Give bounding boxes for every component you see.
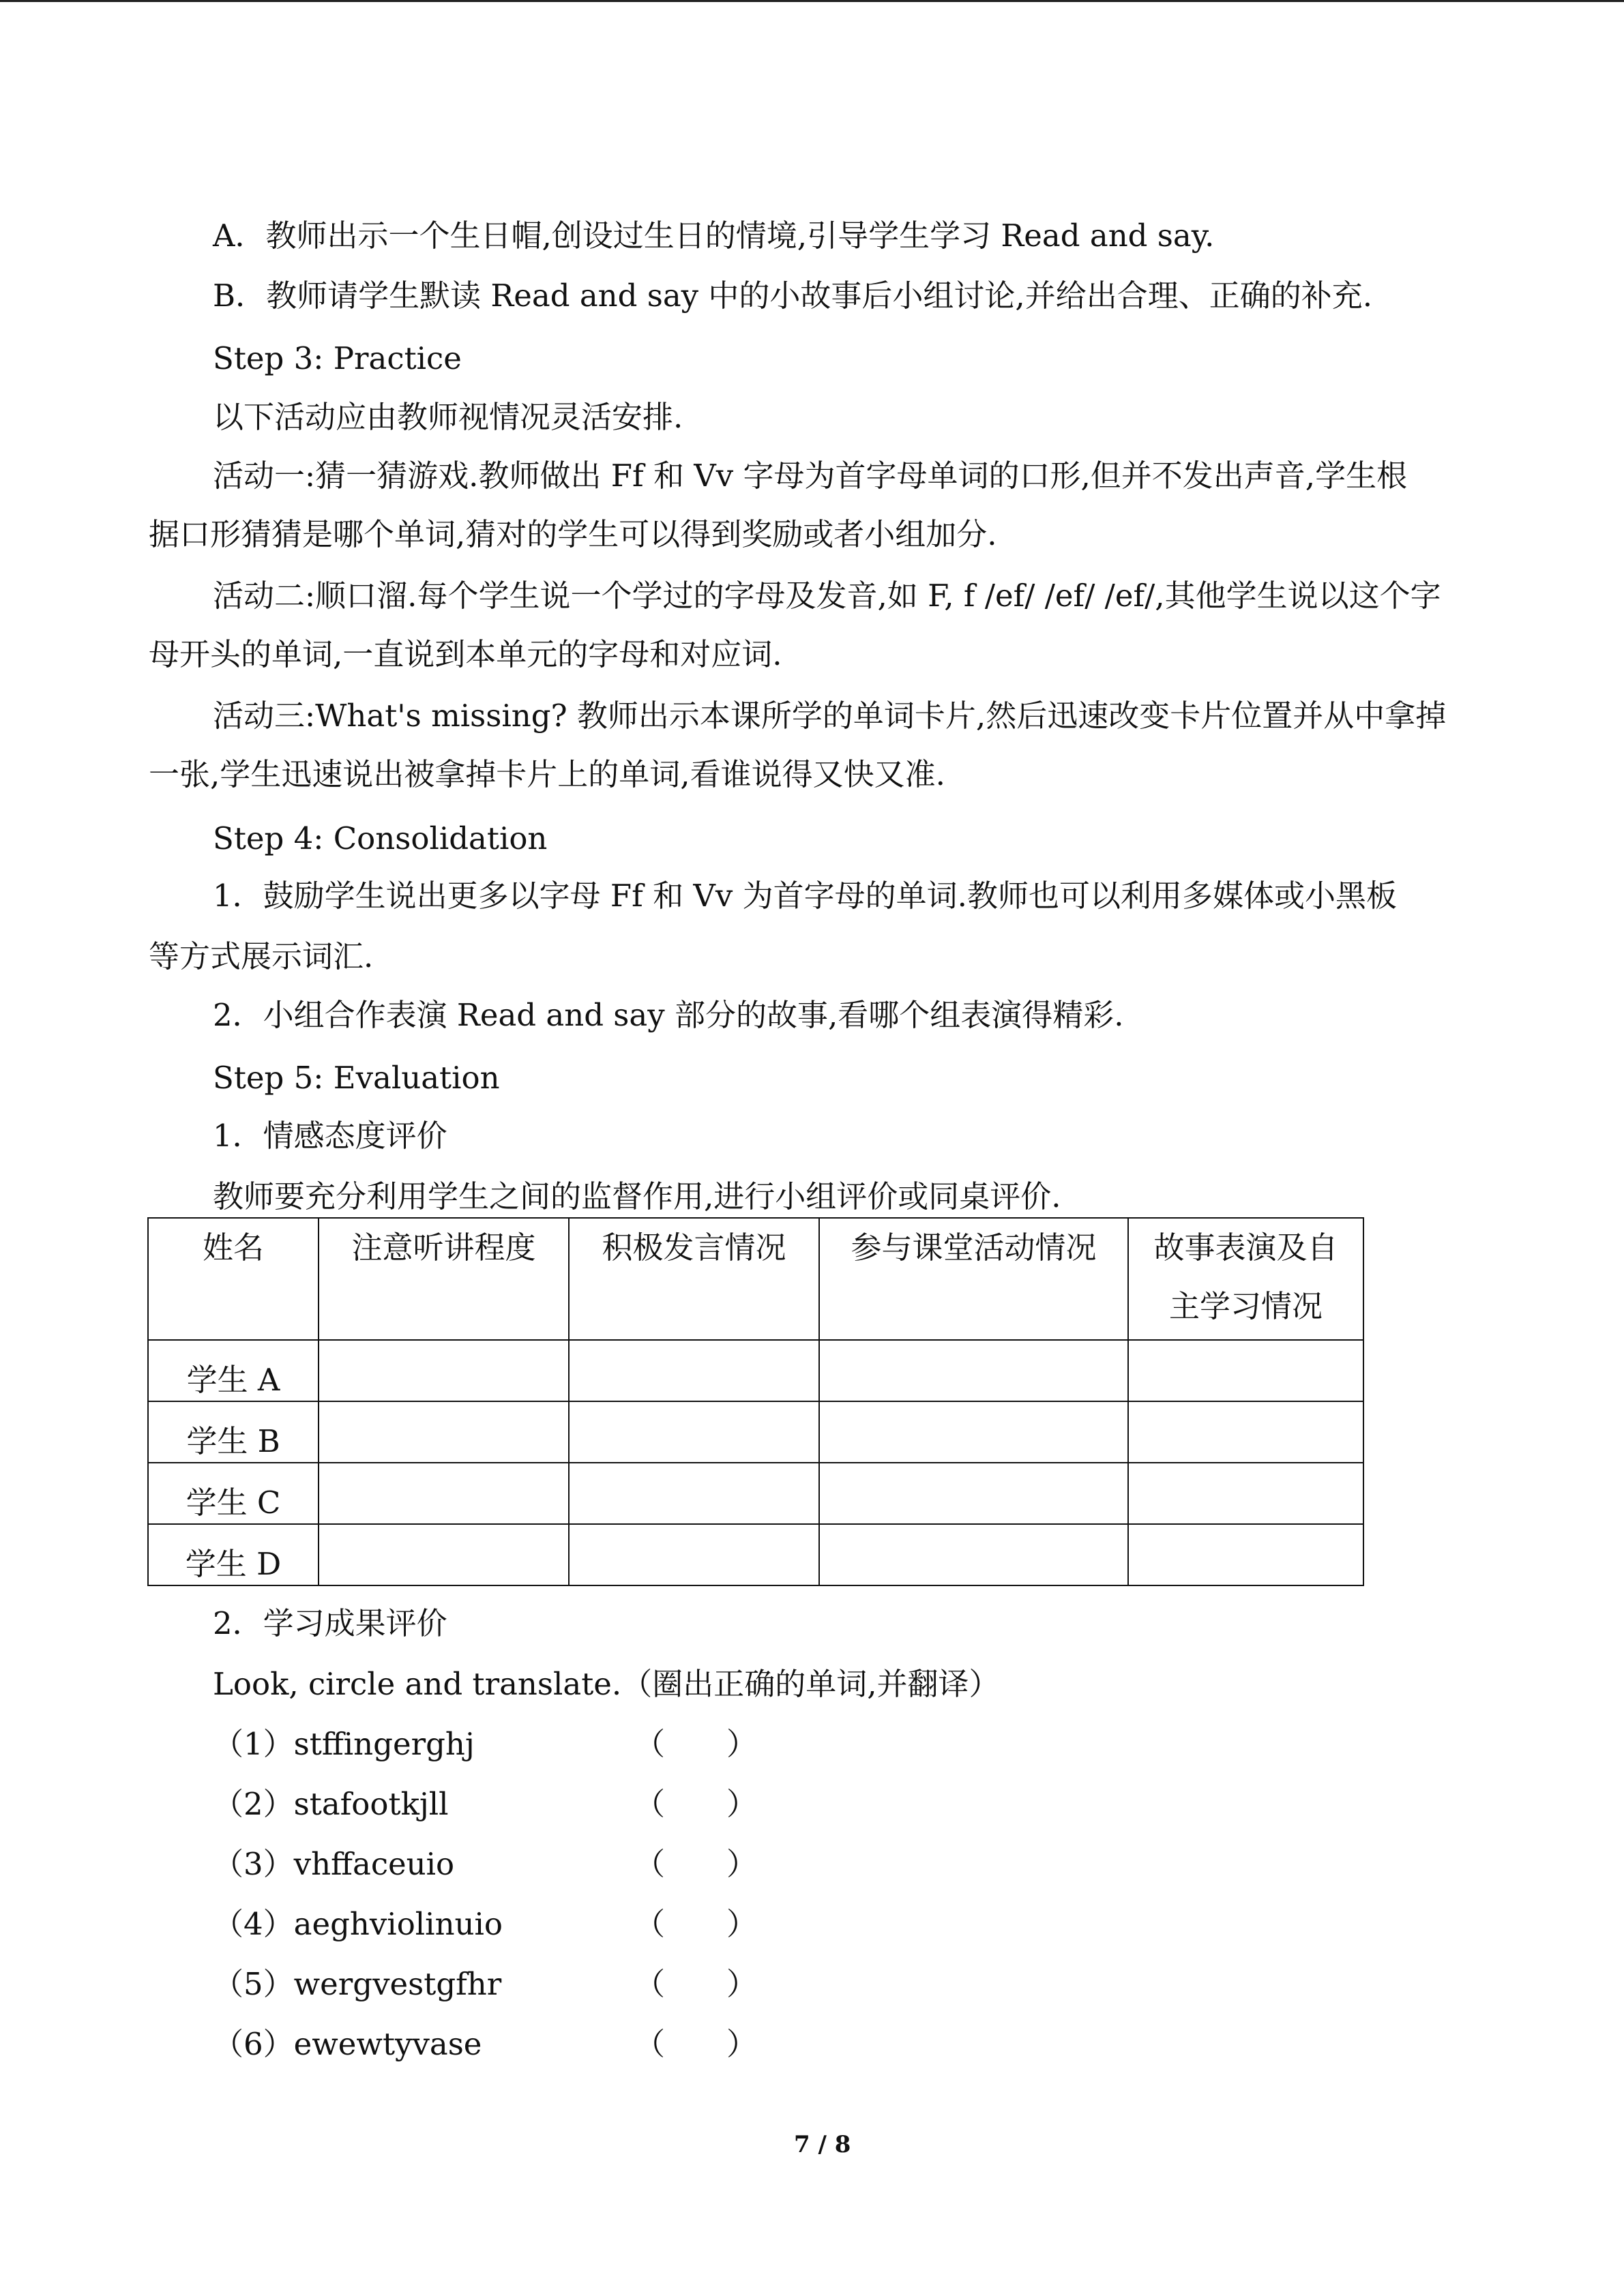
header-participation: 参与课堂活动情况 [819,1218,1128,1340]
practice-intro: 以下活动应由教师视情况灵活安排. [213,399,683,435]
exercise-word: vhffaceuio [293,1846,455,1882]
exercise-item [213,1784,449,1825]
activity1-line1: 活动一:猜一猜游戏.教师做出 Ff 和 Vv 字母为首字母单词的口形,但并不发出声音,学生根 [213,458,1408,494]
step4-heading: Step 4: Consolidation [213,820,548,856]
table-cell [319,1401,569,1463]
table-cell [819,1340,1128,1401]
table-cell [319,1524,569,1585]
table-row [148,1340,1363,1401]
table-cell [1128,1401,1363,1463]
table-cell [569,1401,819,1463]
consolidation-2: 2．小组合作表演 Read and say 部分的故事,看哪个组表演得精彩. [213,997,1124,1033]
table-cell [1128,1524,1363,1585]
activity3-line2: 一张,学生迅速说出被拿掉卡片上的单词,看谁说得又快又准. [149,756,945,792]
exercise-item [213,1724,475,1765]
answer-blank: （ ） [634,1726,758,1762]
table-cell [819,1463,1128,1524]
paragraph-a: A．教师出示一个生日帽,创设过生日的情境,引导学生学习 Read and say. [213,218,1215,254]
table-header-row [148,1218,1363,1340]
header-attention: 注意听讲程度 [319,1218,569,1340]
exercise-word: wergvestgfhr [293,1966,502,2002]
exercise-word: stffingerghj [293,1726,475,1762]
top-border [0,0,1624,2]
table-cell [319,1463,569,1524]
evaluation-1-intro: 教师要充分利用学生之间的监督作用,进行小组评价或同桌评价. [213,1178,1061,1214]
exercise-word: stafootkjll [293,1786,449,1822]
header-performance [1128,1218,1363,1340]
table-cell [569,1340,819,1401]
activity2-line2: 母开头的单词,一直说到本单元的字母和对应词. [149,636,782,672]
page-number: 7 / 8 [794,2131,851,2158]
exercise-word: aeghviolinuio [293,1906,503,1942]
table-cell [569,1524,819,1585]
paragraph-b: B．教师请学生默读 Read and say 中的小故事后小组讨论,并给出合理、正确的补充. [213,278,1373,314]
table-cell [569,1463,819,1524]
student-name: 学生 A [148,1340,319,1401]
header-name: 姓名 [148,1218,319,1340]
table-cell [1128,1340,1363,1401]
exercise-item [213,1904,503,1945]
table-cell [319,1340,569,1401]
exercise-number: （4） [213,1906,294,1942]
exercise-number: （6） [213,2026,294,2062]
answer-blank: （ ） [634,1966,758,2002]
student-name: 学生 D [148,1524,319,1585]
activity2-line1: 活动二:顺口溜.每个学生说一个学过的字母及发音,如 F, f /ef/ /ef/ /ef/,其他学生说以这个字 [213,578,1441,614]
exercise-item [213,1844,454,1885]
exercise-number: （2） [213,1786,294,1822]
activity3-line1: 活动三:What's missing? 教师出示本课所学的单词卡片,然后迅速改变卡片位置并从中拿掉 [213,698,1447,734]
table-row [148,1401,1363,1463]
header-performance-line1: 故事表演及自 [1153,1229,1338,1266]
activity1-line2: 据口形猜猜是哪个单词,猜对的学生可以得到奖励或者小组加分. [149,516,997,552]
student-name: 学生 B [148,1401,319,1463]
exercise-item [213,1964,501,2005]
table-row [148,1524,1363,1585]
answer-blank: （ ） [634,1846,758,1882]
table-cell [819,1524,1128,1585]
consolidation-1-line2: 等方式展示词汇. [149,938,374,974]
student-name: 学生 C [148,1463,319,1524]
evaluation-2-title: 2．学习成果评价 [213,1605,447,1641]
table-cell [819,1401,1128,1463]
exercise-number: （5） [213,1966,294,2002]
answer-blank: （ ） [634,1906,758,1942]
step5-heading: Step 5: Evaluation [213,1060,500,1096]
exercise-item [213,2024,482,2065]
exercise-instruction: Look, circle and translate.（圈出正确的单词,并翻译） [213,1666,1000,1702]
table-row [148,1463,1363,1524]
header-performance-line2: 主学习情况 [1168,1288,1323,1324]
answer-blank: （ ） [634,2026,758,2062]
exercise-word: ewewtyvase [293,2026,482,2062]
evaluation-1-title: 1．情感态度评价 [213,1118,447,1154]
exercise-number: （3） [213,1846,294,1882]
table-cell [1128,1463,1363,1524]
header-speaking: 积极发言情况 [569,1218,819,1340]
step3-heading: Step 3: Practice [213,340,462,376]
evaluation-table [147,1217,1364,1586]
consolidation-1-line1: 1．鼓励学生说出更多以字母 Ff 和 Vv 为首字母的单词.教师也可以利用多媒体或小黑板 [213,878,1397,914]
answer-blank: （ ） [634,1786,758,1822]
exercise-number: （1） [213,1726,294,1762]
